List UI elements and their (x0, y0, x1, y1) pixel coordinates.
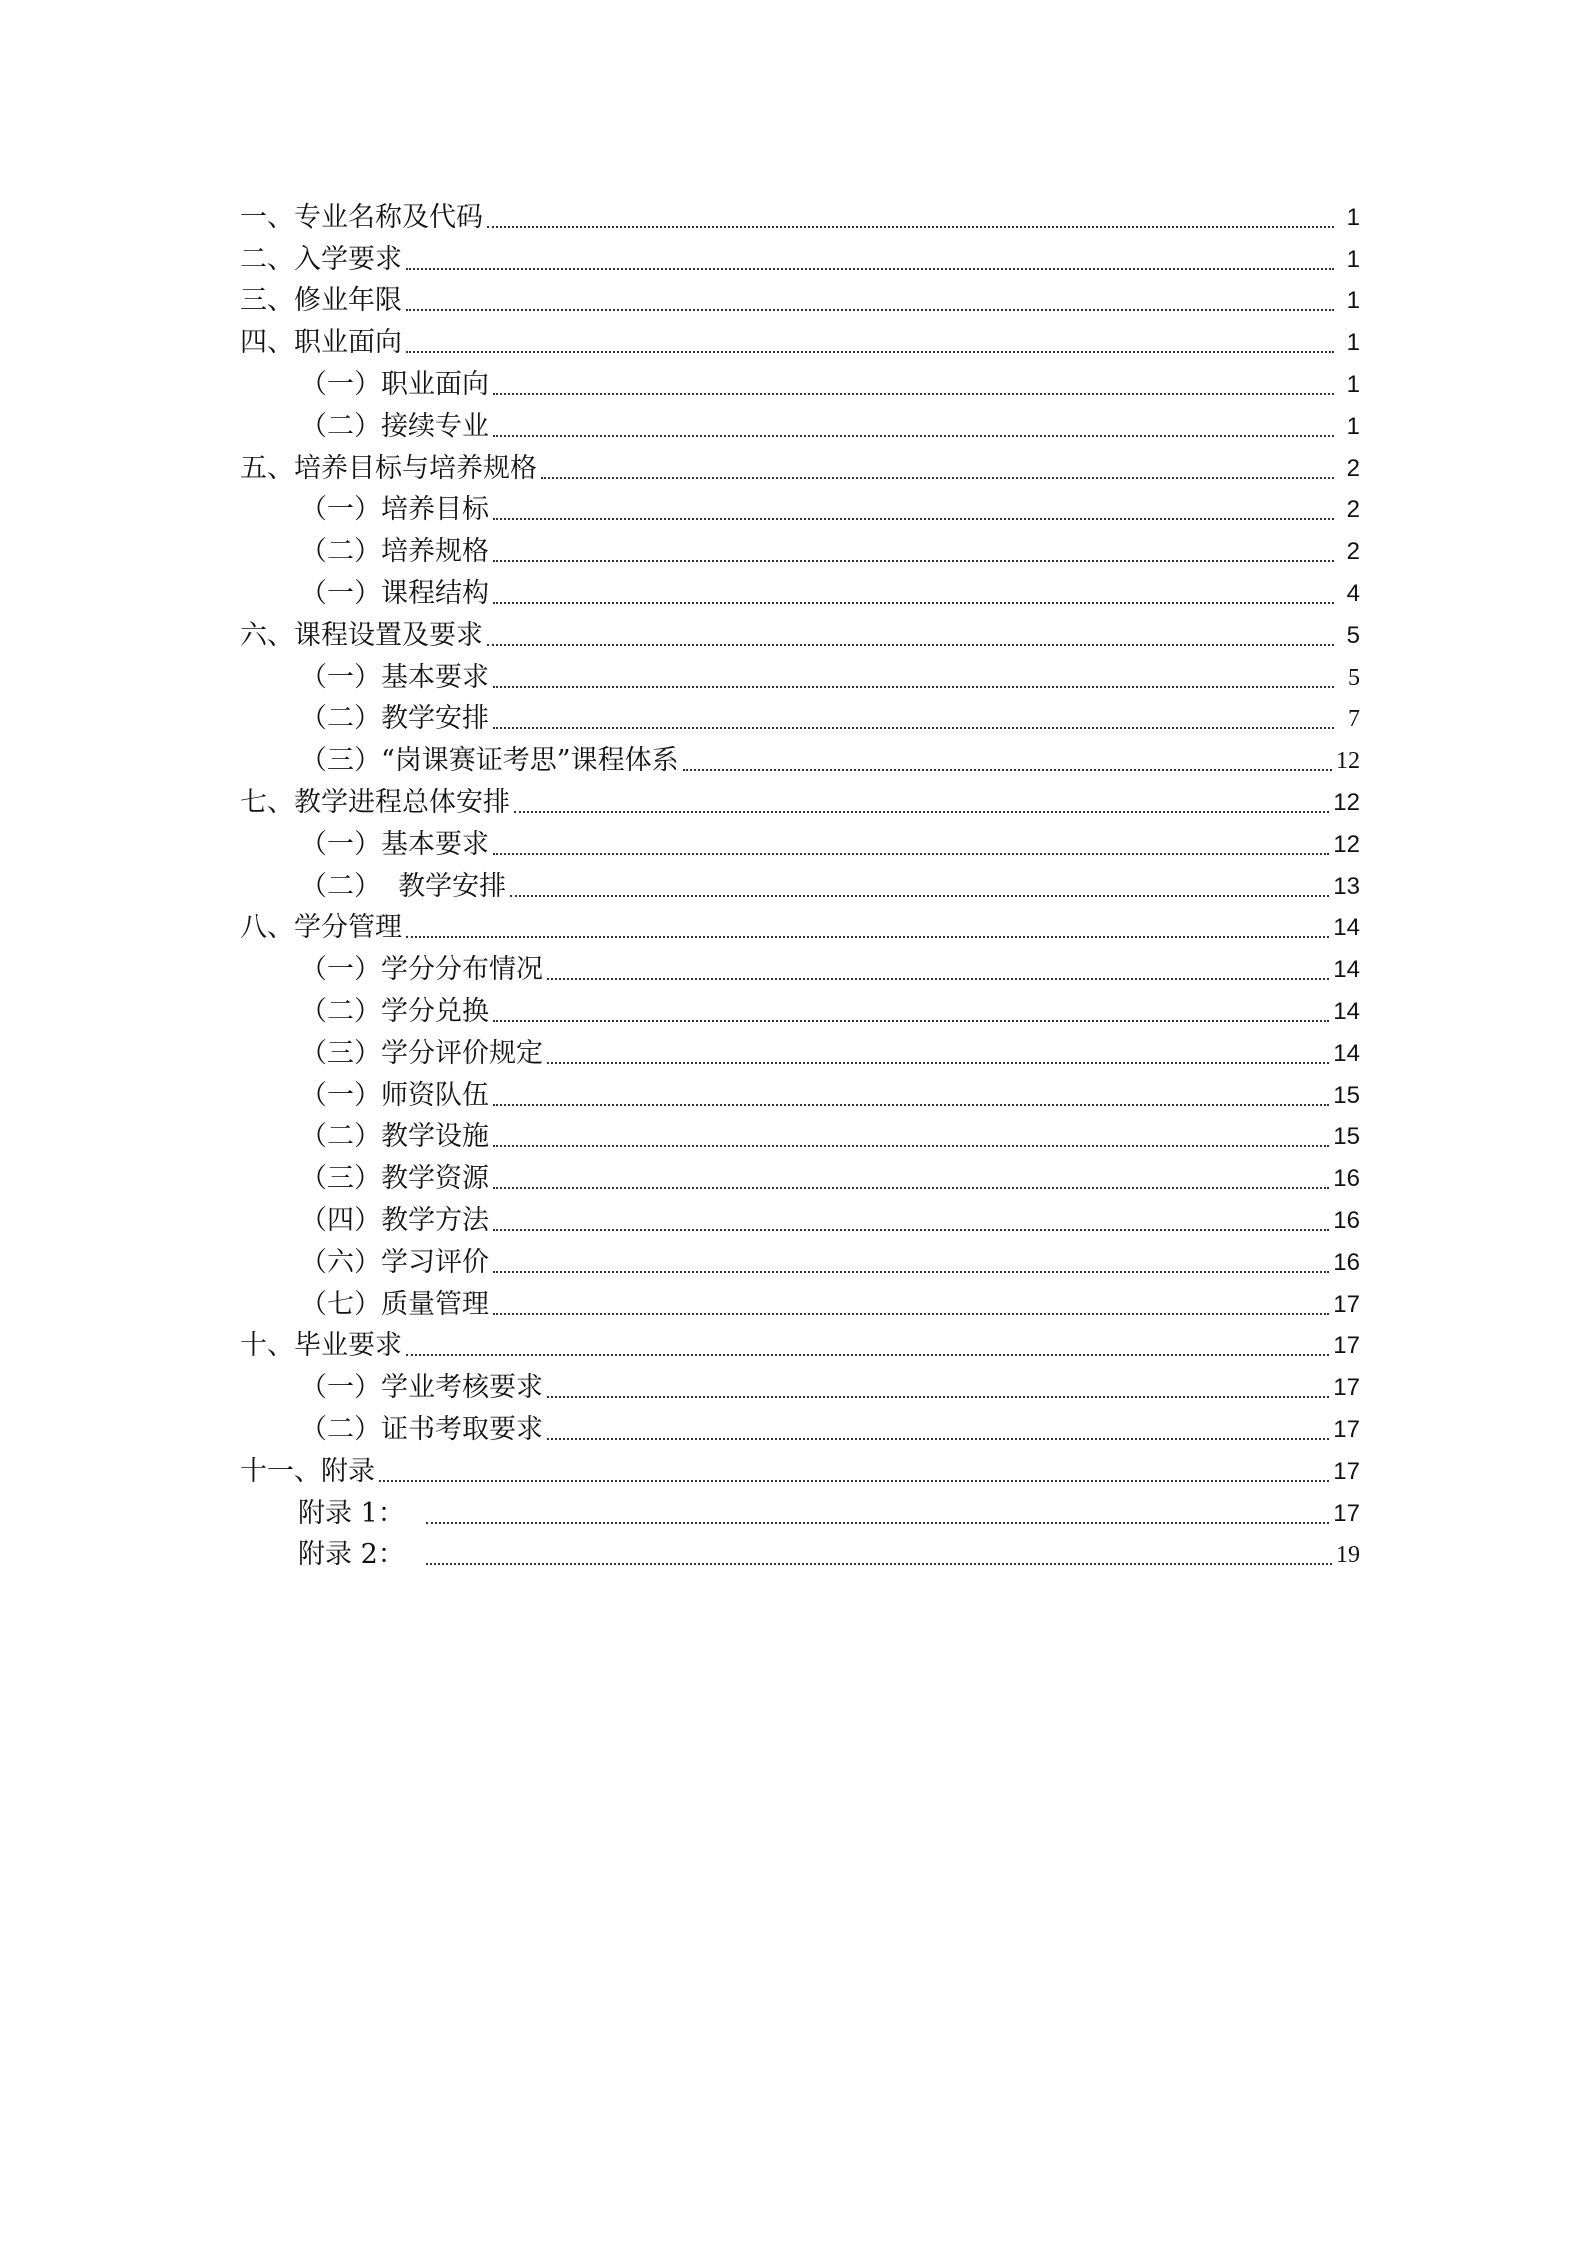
toc-dot-leader (493, 1187, 1329, 1189)
toc-entry-label: （二）接续专业 (300, 410, 489, 442)
toc-entry[interactable] (240, 1447, 1360, 1489)
toc-page-number: 17 (1333, 1499, 1360, 1527)
toc-entry[interactable] (240, 360, 1360, 402)
toc-page-number: 17 (1333, 1415, 1360, 1443)
toc-entry-label: （一）师资队伍 (300, 1079, 489, 1111)
toc-page-number: 14 (1333, 956, 1360, 984)
toc-page-number: 12 (1333, 788, 1360, 816)
toc-entry[interactable] (240, 1280, 1360, 1322)
toc-dot-leader (493, 1313, 1329, 1315)
toc-page-number: 12 (1333, 830, 1360, 858)
toc-dot-leader (510, 895, 1329, 897)
toc-entry-label: （一）职业面向 (300, 368, 489, 400)
toc-entry-label: 附录 1： (298, 1497, 422, 1529)
toc-entry[interactable] (240, 1405, 1360, 1447)
toc-entry[interactable] (240, 611, 1360, 653)
toc-entry-label: 五、培养目标与培养规格 (240, 452, 537, 484)
toc-dot-leader (493, 435, 1334, 437)
toc-page-number: 1 (1346, 287, 1360, 315)
toc-entry-label: （一）课程结构 (300, 577, 489, 609)
toc-page-number: 7 (1348, 706, 1360, 733)
toc-entry[interactable] (240, 193, 1360, 235)
toc-page-number: 16 (1333, 1248, 1360, 1276)
toc-page-number: 19 (1336, 1542, 1360, 1569)
toc-entry-label: （二）教学安排 (300, 703, 489, 735)
toc-page-number: 14 (1333, 997, 1360, 1025)
toc-page-number: 1 (1346, 412, 1360, 440)
toc-dot-leader (547, 978, 1329, 980)
toc-entry-label: 一、专业名称及代码 (240, 201, 483, 233)
toc-page-number: 14 (1333, 914, 1360, 942)
toc-entry[interactable] (240, 1196, 1360, 1238)
toc-dot-leader (547, 1438, 1329, 1440)
toc-entry[interactable] (240, 1363, 1360, 1405)
toc-dot-leader (493, 560, 1334, 562)
toc-page-number: 4 (1346, 579, 1360, 607)
toc-entry-label: （二）证书考取要求 (300, 1413, 543, 1445)
toc-entry[interactable] (240, 318, 1360, 360)
toc-entry[interactable] (240, 1322, 1360, 1364)
toc-page-number: 13 (1333, 872, 1360, 900)
toc-entry[interactable] (240, 695, 1360, 737)
toc-dot-leader (406, 936, 1329, 938)
toc-entry[interactable] (240, 1531, 1360, 1573)
toc-entry-label: （三）“岗课赛证考思”课程体系 (300, 745, 679, 777)
toc-page-number: 17 (1333, 1374, 1360, 1402)
toc-entry[interactable] (240, 402, 1360, 444)
toc-page-number: 16 (1333, 1165, 1360, 1193)
toc-entry-label: （四）教学方法 (300, 1204, 489, 1236)
toc-page-number: 1 (1346, 203, 1360, 231)
toc-entry-label: 四、职业面向 (240, 327, 402, 359)
toc-entry-label: （一）学业考核要求 (300, 1372, 543, 1404)
toc-entry-label: （一）基本要求 (300, 661, 489, 693)
toc-entry[interactable] (240, 862, 1360, 904)
toc-dot-leader (493, 1145, 1329, 1147)
toc-page-number: 5 (1348, 664, 1360, 691)
toc-dot-leader (493, 518, 1334, 520)
toc-dot-leader (406, 268, 1334, 270)
toc-page-number: 5 (1346, 621, 1360, 649)
toc-entry-label: （二）培养规格 (300, 536, 489, 568)
toc-page-number: 1 (1346, 329, 1360, 357)
toc-entry-label: （一）基本要求 (300, 828, 489, 860)
toc-page-number: 15 (1333, 1081, 1360, 1109)
toc-entry-label: （二） 教学安排 (300, 870, 507, 902)
toc-dot-leader (493, 1104, 1329, 1106)
toc-entry-label: 二、入学要求 (240, 243, 402, 275)
toc-entry[interactable] (240, 1113, 1360, 1155)
toc-entry-label: 八、学分管理 (240, 912, 402, 944)
toc-dot-leader (541, 477, 1334, 479)
toc-dot-leader (493, 853, 1329, 855)
toc-entry[interactable] (240, 820, 1360, 862)
toc-dot-leader (493, 393, 1334, 395)
toc-dot-leader (547, 1062, 1329, 1064)
toc-dot-leader (487, 226, 1334, 228)
toc-entry-label: 六、课程设置及要求 (240, 619, 483, 651)
toc-dot-leader (547, 1396, 1329, 1398)
toc-page-number: 17 (1333, 1290, 1360, 1318)
toc-entry[interactable] (240, 653, 1360, 695)
toc-entry[interactable] (240, 945, 1360, 987)
toc-dot-leader (493, 1020, 1329, 1022)
toc-page-number: 17 (1333, 1332, 1360, 1360)
toc-entry-label: （三）学分评价规定 (300, 1037, 543, 1069)
toc-entry-label: 十、毕业要求 (240, 1330, 402, 1362)
toc-dot-leader (406, 351, 1334, 353)
toc-entry[interactable] (240, 235, 1360, 277)
toc-entry-label: 七、教学进程总体安排 (240, 786, 510, 818)
toc-dot-leader (683, 769, 1332, 771)
toc-page-number: 1 (1346, 245, 1360, 273)
toc-dot-leader (426, 1563, 1332, 1565)
toc-entry-label: （三）教学资源 (300, 1163, 489, 1195)
toc-entry[interactable] (240, 1154, 1360, 1196)
toc-entry[interactable] (240, 1029, 1360, 1071)
toc-entry-label: （二）教学设施 (300, 1121, 489, 1153)
toc-page-number: 12 (1336, 748, 1360, 775)
toc-entry[interactable] (240, 569, 1360, 611)
toc-entry[interactable] (240, 736, 1360, 778)
toc-entry[interactable] (240, 778, 1360, 820)
toc-page-number: 14 (1333, 1039, 1360, 1067)
toc-entry-label: （一）培养目标 (300, 494, 489, 526)
toc-entry-label: 十一、附录 (240, 1455, 375, 1487)
toc-page-number: 2 (1346, 538, 1360, 566)
toc-dot-leader (406, 309, 1334, 311)
toc-entry[interactable] (240, 1238, 1360, 1280)
toc-entry[interactable] (240, 527, 1360, 569)
toc-dot-leader (514, 811, 1329, 813)
toc-dot-leader (379, 1480, 1329, 1482)
toc-entry-label: 三、修业年限 (240, 285, 402, 317)
toc-page-number: 15 (1333, 1123, 1360, 1151)
toc-dot-leader (493, 686, 1334, 688)
toc-page-number: 1 (1346, 370, 1360, 398)
toc-entry-label: 附录 2： (298, 1539, 422, 1571)
toc-entry[interactable] (240, 1489, 1360, 1531)
toc-page-number: 16 (1333, 1206, 1360, 1234)
toc-entry[interactable] (240, 277, 1360, 319)
toc-dot-leader (406, 1354, 1329, 1356)
toc-page-number: 2 (1346, 496, 1360, 524)
toc-entry[interactable] (240, 444, 1360, 486)
toc-dot-leader (487, 644, 1334, 646)
toc-entry[interactable] (240, 1071, 1360, 1113)
toc-entry-label: （二）学分兑换 (300, 995, 489, 1027)
toc-entry-label: （六）学习评价 (300, 1246, 489, 1278)
toc-entry[interactable] (240, 987, 1360, 1029)
toc-entry-label: （七）质量管理 (300, 1288, 489, 1320)
toc-entry[interactable] (240, 904, 1360, 946)
table-of-contents (240, 193, 1360, 1572)
toc-dot-leader (493, 727, 1334, 729)
toc-dot-leader (493, 602, 1334, 604)
toc-dot-leader (493, 1229, 1329, 1231)
toc-dot-leader (493, 1271, 1329, 1273)
toc-page-number: 17 (1333, 1457, 1360, 1485)
toc-entry-label: （一）学分分布情况 (300, 954, 543, 986)
toc-page-number: 2 (1346, 454, 1360, 482)
toc-entry[interactable] (240, 486, 1360, 528)
toc-dot-leader (426, 1522, 1329, 1524)
